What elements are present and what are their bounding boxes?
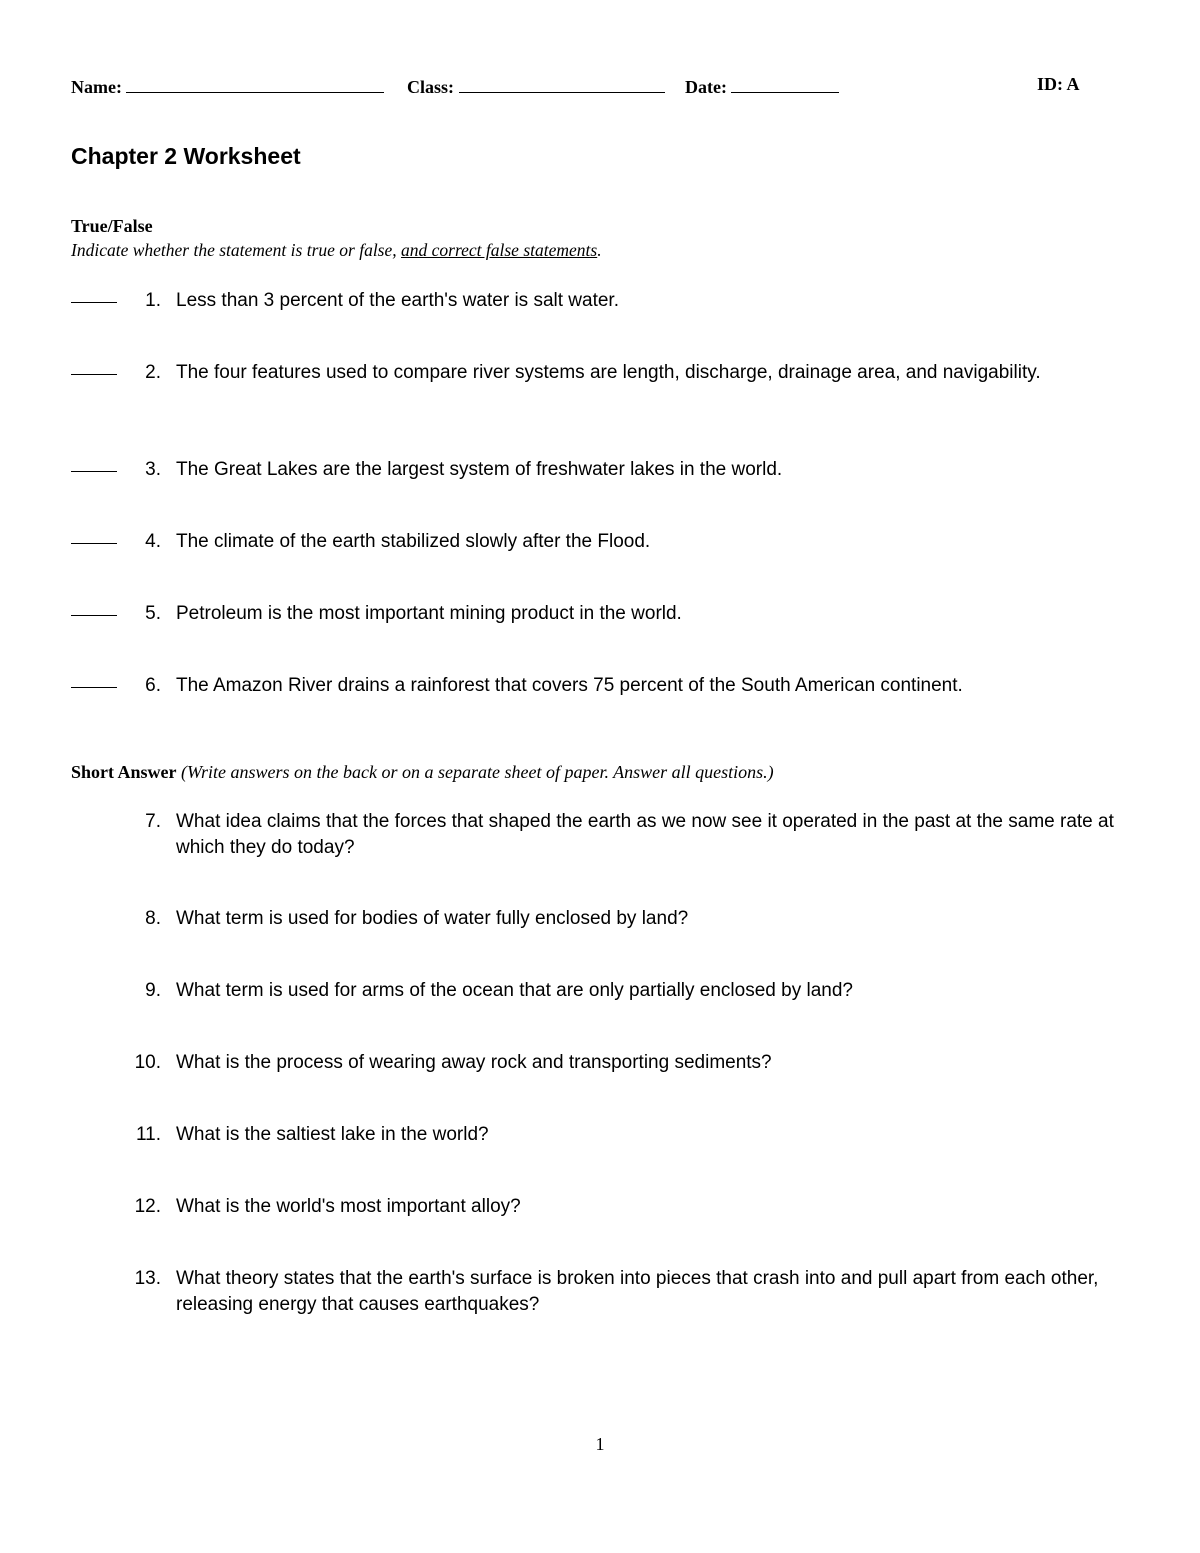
- question-text: Petroleum is the most important mining product in the world.: [176, 603, 682, 624]
- date-line[interactable]: [731, 74, 839, 93]
- true-false-instructions: [71, 240, 602, 261]
- id-value: A: [1066, 74, 1080, 94]
- name-label: Name:: [71, 77, 122, 97]
- question-text: What theory states that the earth's surface is broken into pieces that crash into and pull apart from each other, releasing energy that causes earthquakes?: [176, 1268, 1099, 1315]
- answer-blank[interactable]: [71, 302, 117, 303]
- answer-blank[interactable]: [71, 374, 117, 375]
- short-answer-note: (Write answers on the back or on a separate sheet of paper. Answer all questions.): [181, 762, 774, 782]
- instructions-text: Indicate whether the statement is true or false,: [71, 240, 402, 260]
- instructions-underlined: and correct false statements: [401, 240, 598, 260]
- class-line[interactable]: [459, 74, 665, 93]
- question-number: 9.: [145, 980, 161, 1001]
- question-number: 4.: [145, 531, 161, 552]
- class-field: [407, 74, 665, 98]
- question-text: The Great Lakes are the largest system of freshwater lakes in the world.: [176, 459, 783, 480]
- class-label: Class:: [407, 77, 455, 97]
- question-number: 12.: [134, 1196, 161, 1217]
- instructions-end: .: [597, 240, 602, 260]
- date-label: Date:: [685, 77, 727, 97]
- question-text: What term is used for bodies of water fully enclosed by land?: [176, 908, 689, 929]
- question-text: What term is used for arms of the ocean that are only partially enclosed by land?: [176, 980, 853, 1001]
- answer-blank[interactable]: [71, 687, 117, 688]
- question-number: 7.: [145, 811, 161, 832]
- question-number: 6.: [145, 675, 161, 696]
- date-field: [685, 74, 839, 98]
- question-number: 3.: [145, 459, 161, 480]
- question-text: What is the saltiest lake in the world?: [176, 1124, 489, 1145]
- question-number: 13.: [134, 1268, 161, 1289]
- question-text: The four features used to compare river systems are length, discharge, drainage area, and navigability.: [176, 362, 1041, 383]
- question-text: What is the world's most important alloy?: [176, 1196, 521, 1217]
- answer-blank[interactable]: [71, 615, 117, 616]
- short-answer-heading: [71, 762, 774, 783]
- question-text: Less than 3 percent of the earth's water is salt water.: [176, 290, 619, 311]
- page-title: Chapter 2 Worksheet: [71, 143, 301, 169]
- question-number: 5.: [145, 603, 161, 624]
- answer-blank[interactable]: [71, 471, 117, 472]
- answer-blank[interactable]: [71, 543, 117, 544]
- question-number: 8.: [145, 908, 161, 929]
- page-number: 1: [595, 1434, 605, 1454]
- question-number: 2.: [145, 362, 161, 383]
- name-line[interactable]: [126, 74, 384, 93]
- id-field: [1037, 74, 1080, 95]
- question-text: The Amazon River drains a rainforest that covers 75 percent of the South American continent.: [176, 675, 963, 696]
- question-text: The climate of the earth stabilized slowly after the Flood.: [176, 531, 651, 552]
- question-number: 11.: [135, 1124, 161, 1145]
- question-number: 1.: [145, 290, 161, 311]
- true-false-heading: True/False: [71, 216, 153, 236]
- short-answer-title: Short Answer: [71, 762, 177, 782]
- id-label: ID:: [1037, 74, 1063, 94]
- name-field: [71, 74, 384, 98]
- question-text: What is the process of wearing away rock and transporting sediments?: [176, 1052, 772, 1073]
- header-fields: [71, 74, 1101, 98]
- question-number: 10.: [134, 1052, 161, 1073]
- question-text: What idea claims that the forces that shaped the earth as we now see it operated in the past at the same rate at which they do today?: [176, 811, 1114, 858]
